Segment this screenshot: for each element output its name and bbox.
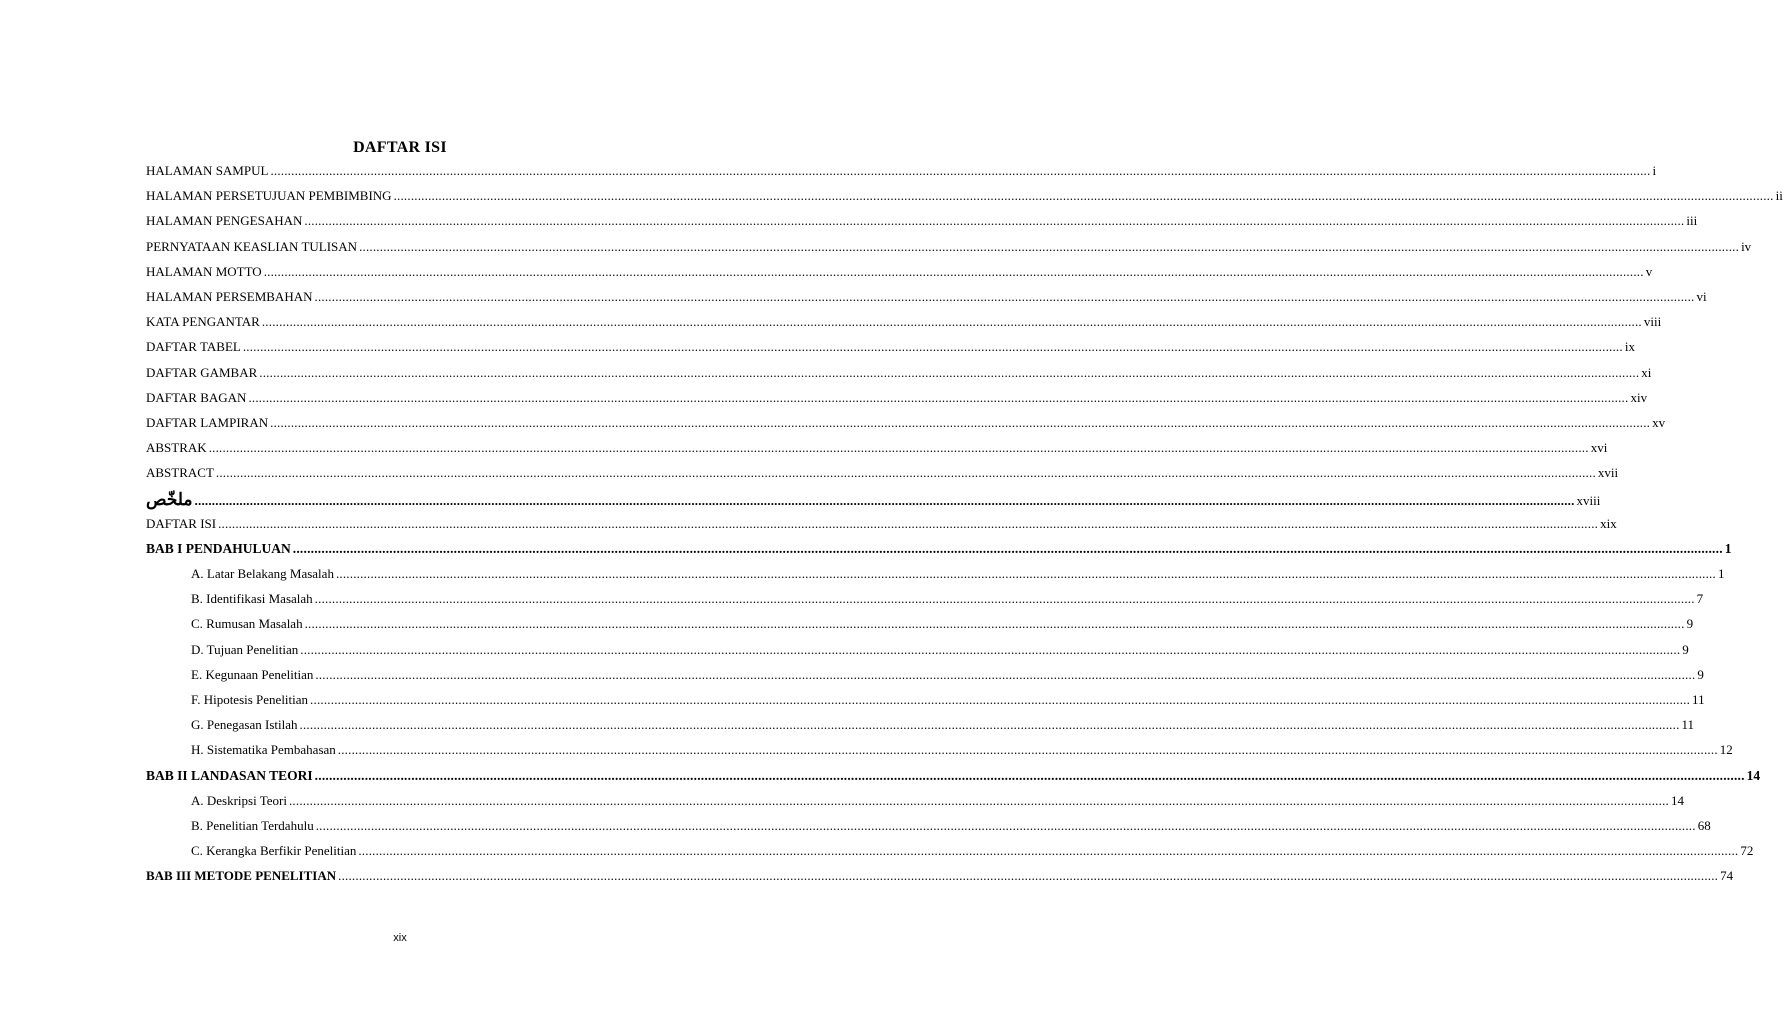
dot-leader: ................................................................................................................................................................................................................................................................................................................................................................................................................ <box>315 666 1696 682</box>
toc-entry-label: HALAMAN MOTTO <box>146 263 262 279</box>
dot-leader: ................................................................................................................................................................................................................................................................................................................................................................................................................ <box>393 188 1774 204</box>
table-of-contents <box>146 163 1783 893</box>
toc-entry-label: BAB I PENDAHULUAN <box>146 540 291 556</box>
dot-leader: ................................................................................................................................................................................................................................................................................................................................................................................................................ <box>242 339 1623 355</box>
toc-entry-page: 68 <box>1697 817 1711 833</box>
dot-leader: ................................................................................................................................................................................................................................................................................................................................................................................................................ <box>314 288 1695 304</box>
toc-entry <box>146 717 1695 742</box>
toc-entry <box>146 414 1666 440</box>
dot-leader: ................................................................................................................................................................................................................................................................................................................................................................................................................ <box>337 742 1718 758</box>
toc-entry <box>146 288 1707 314</box>
toc-entry-page: ix <box>1624 339 1635 355</box>
toc-entry-page: viii <box>1643 314 1662 330</box>
toc-entry <box>146 641 1689 667</box>
toc-entry-page: iv <box>1741 238 1752 254</box>
dot-leader: ................................................................................................................................................................................................................................................................................................................................................................................................................ <box>314 591 1695 607</box>
toc-entry-label: ABSTRAK <box>146 440 207 456</box>
dot-leader: ................................................................................................................................................................................................................................................................................................................................................................................................................ <box>304 616 1685 632</box>
toc-entry-label: A. Latar Belakang Masalah <box>191 566 334 581</box>
toc-entry-page: xix <box>1600 515 1617 531</box>
dot-leader: ................................................................................................................................................................................................................................................................................................................................................................................................................ <box>215 465 1596 481</box>
toc-entry <box>146 616 1694 641</box>
toc-entry-label: B. Identifikasi Masalah <box>191 591 313 607</box>
toc-entry-label: E. Kegunaan Penelitian <box>191 666 314 682</box>
toc-entry-page: xvii <box>1597 465 1619 481</box>
toc-entry-label: D. Tujuan Penelitian <box>191 641 299 657</box>
toc-entry <box>146 238 1752 264</box>
toc-entry-label: PERNYATAAN KEASLIAN TULISAN <box>146 238 358 254</box>
page-title: DAFTAR ISI <box>353 139 447 156</box>
toc-entry-page: xv <box>1652 414 1666 430</box>
toc-entry-label: DAFTAR BAGAN <box>146 389 247 405</box>
toc-entry-page: iii <box>1686 213 1698 229</box>
dot-leader: ................................................................................................................................................................................................................................................................................................................................................................................................................ <box>359 238 1740 254</box>
toc-entry <box>146 465 1619 490</box>
toc-entry-label: B. Penelitian Terdahulu <box>191 817 314 833</box>
dot-leader: ................................................................................................................................................................................................................................................................................................................................................................................................................ <box>292 540 1723 556</box>
toc-entry-label: C. Rumusan Masalah <box>191 616 303 632</box>
toc-entry-page: xviii <box>1576 493 1601 509</box>
toc-entry <box>146 792 1684 818</box>
toc-entry-label: KATA PENGANTAR <box>146 314 260 330</box>
toc-entry <box>146 666 1704 692</box>
toc-entry-label: HALAMAN SAMPUL <box>146 163 269 178</box>
toc-entry-label: HALAMAN PERSEMBAHAN <box>146 288 313 304</box>
dot-leader: ................................................................................................................................................................................................................................................................................................................................................................................................................ <box>310 691 1691 707</box>
toc-entry-label: ABSTRACT <box>146 465 214 481</box>
toc-entry-label: F. Hipotesis Penelitian <box>191 691 309 707</box>
dot-leader: ................................................................................................................................................................................................................................................................................................................................................................................................................ <box>208 440 1589 456</box>
dot-leader: ................................................................................................................................................................................................................................................................................................................................................................................................................ <box>304 213 1685 229</box>
dot-leader: ................................................................................................................................................................................................................................................................................................................................................................................................................ <box>259 364 1640 380</box>
toc-entry <box>146 213 1698 238</box>
toc-entry <box>146 691 1705 717</box>
dot-leader: ................................................................................................................................................................................................................................................................................................................................................................................................................ <box>299 717 1680 733</box>
toc-entry-label: DAFTAR TABEL <box>146 339 241 355</box>
toc-entry <box>146 389 1648 415</box>
dot-leader: ................................................................................................................................................................................................................................................................................................................................................................................................................ <box>300 641 1681 657</box>
dot-leader: ................................................................................................................................................................................................................................................................................................................................................................................................................ <box>338 868 1719 884</box>
toc-entry-page: 11 <box>1692 691 1705 707</box>
toc-entry-page: v <box>1645 263 1653 279</box>
toc-entry <box>146 364 1652 390</box>
toc-entry-page: 74 <box>1720 868 1734 884</box>
toc-entry-page: 1 <box>1717 566 1725 581</box>
toc-entry-page: vi <box>1696 288 1707 304</box>
toc-entry-label: HALAMAN PERSETUJUAN PEMBIMBING <box>146 188 392 204</box>
toc-entry-page: i <box>1652 163 1657 178</box>
toc-entry-page: 1 <box>1724 540 1732 556</box>
toc-entry-label: DAFTAR ISI <box>146 515 217 531</box>
toc-entry-page: 9 <box>1697 666 1704 682</box>
dot-leader: ................................................................................................................................................................................................................................................................................................................................................................................................................ <box>218 515 1599 531</box>
dot-leader: ................................................................................................................................................................................................................................................................................................................................................................................................................ <box>270 163 1651 178</box>
toc-entry-label: DAFTAR LAMPIRAN <box>146 414 269 430</box>
toc-entry-label: ملخّص <box>146 490 193 510</box>
toc-entry-page: 14 <box>1746 767 1761 783</box>
dot-leader: ................................................................................................................................................................................................................................................................................................................................................................................................................ <box>261 314 1642 330</box>
toc-entry <box>146 817 1711 843</box>
page-number-footer: xix <box>393 932 407 944</box>
toc-entry <box>146 314 1662 339</box>
toc-entry-label: DAFTAR GAMBAR <box>146 364 258 380</box>
toc-entry <box>146 591 1704 616</box>
toc-entry <box>146 742 1733 767</box>
dot-leader: ................................................................................................................................................................................................................................................................................................................................................................................................................ <box>263 263 1644 279</box>
toc-entry-page: 7 <box>1696 591 1704 607</box>
toc-entry-label: BAB III METODE PENELITIAN <box>146 868 337 884</box>
toc-entry-label: G. Penegasan Istilah <box>191 717 298 733</box>
toc-entry-page: xiv <box>1630 389 1648 405</box>
toc-entry <box>146 868 1734 893</box>
dot-leader: ................................................................................................................................................................................................................................................................................................................................................................................................................ <box>194 493 1575 509</box>
toc-entry <box>146 339 1635 364</box>
toc-entry <box>146 515 1617 541</box>
toc-entry-label: A. Deskripsi Teori <box>191 792 287 808</box>
dot-leader: ................................................................................................................................................................................................................................................................................................................................................................................................................ <box>335 566 1716 581</box>
toc-entry-page: 72 <box>1740 843 1754 859</box>
toc-entry-page: 12 <box>1719 742 1733 758</box>
dot-leader: ................................................................................................................................................................................................................................................................................................................................................................................................................ <box>270 414 1651 430</box>
toc-entry-page: ii <box>1775 188 1783 204</box>
toc-entry <box>146 163 1657 188</box>
toc-entry-label: H. Sistematika Pembahasan <box>191 742 336 758</box>
toc-entry-label: BAB II LANDASAN TEORI <box>146 767 313 783</box>
toc-entry <box>146 490 1601 515</box>
toc-entry-page: xi <box>1641 364 1652 380</box>
toc-entry-page: 9 <box>1682 641 1689 657</box>
toc-entry-page: 9 <box>1686 616 1694 632</box>
toc-entry <box>146 540 1732 566</box>
toc-entry <box>146 188 1783 213</box>
toc-entry-label: C. Kerangka Berfikir Penelitian <box>191 843 357 859</box>
toc-entry <box>146 440 1608 465</box>
dot-leader: ................................................................................................................................................................................................................................................................................................................................................................................................................ <box>288 792 1669 808</box>
toc-entry <box>146 843 1754 868</box>
toc-entry-page: xvi <box>1590 440 1608 456</box>
toc-entry <box>146 767 1761 793</box>
toc-entry-page: 11 <box>1681 717 1695 733</box>
toc-entry <box>146 263 1653 289</box>
dot-leader: ................................................................................................................................................................................................................................................................................................................................................................................................................ <box>248 389 1629 405</box>
toc-entry-page: 14 <box>1670 792 1684 808</box>
toc-entry-label: HALAMAN PENGESAHAN <box>146 213 303 229</box>
dot-leader: ................................................................................................................................................................................................................................................................................................................................................................................................................ <box>315 817 1696 833</box>
dot-leader: ................................................................................................................................................................................................................................................................................................................................................................................................................ <box>358 843 1739 859</box>
toc-entry <box>146 566 1725 591</box>
dot-leader: ................................................................................................................................................................................................................................................................................................................................................................................................................ <box>314 767 1745 783</box>
